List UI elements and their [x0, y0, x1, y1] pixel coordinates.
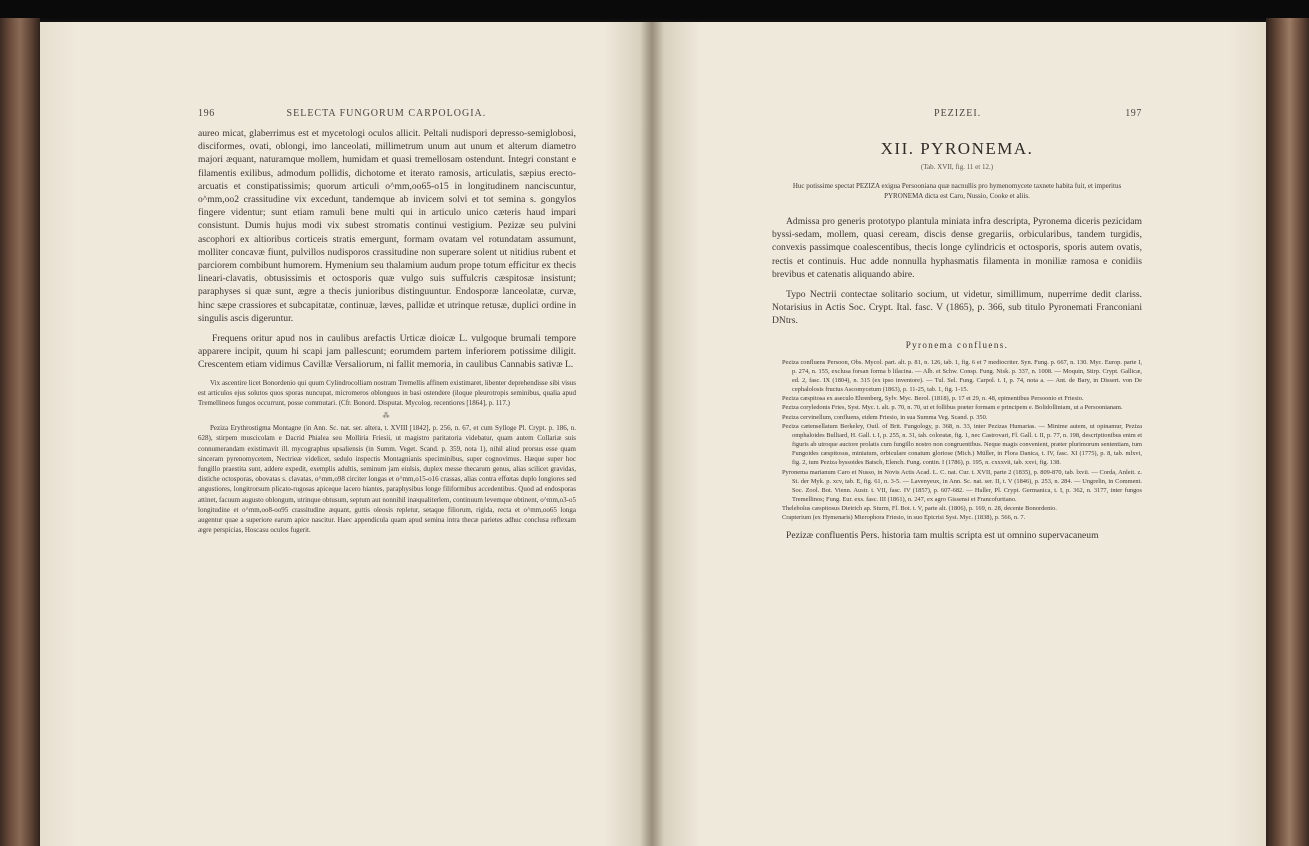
note-paragraph: Peziza Erythrostigma Montagne (in Ann. Sc. nat. ser. altera, t. XVIII [1842], p. 256, n. 67, et cum Sylloge Pl. Crypt. p. 186, n. 628), stirpem muscicolam e Dacrid Phialea seu Molliria Friesii, ut magistro paritatoria videbatur, quam autem Collariæ suis connumerandam existimavit ill. mycographus upsaliensis (in Summ. Veget. Scand. p. 359, nota 1), nihil aliud prorsus esse quam sinceram pyrenomycetem, Nectrieæ videlicet, sedulo inspectis Montagnianis speciminibus, super cognovimus. Hæque super hoc fungillo praestita sunt, addere expedit, exemplis adultis, seminum jam eiulsis, duplex messe thecarum genus, alias scilicet gravidas, distiche octosporas, obovatas s. clavatas, o^mm,o98 circiter longas et o^mm,o15-o16 crassas, alias contra effœtas duplo longiores sed angustiores, longitrorsum plicato-rugosas apiceque lacero hiantes, paraphysibus longe filiformibus accedentibus. Quod ad endosporas attinet, facuum augusto oblongum, utrinque obtusum, septum aut nonnihil inæqualiterlem, continuum levemque obtinent, o^mm,o3-o5 longitudine et o^mm,oo8-oo95 crassitudine æquant, guttis oleosis repletur, setaque filiorum, rigida, recta et o^mm,oo65 longa augentur quae a superiore earum apice nascitur. Haec appendicula quam apud semina intra thecæ parietes adhuc conclusa reflexam ægre perspicias, Hoscasu oculos fugerit. — [198, 424, 576, 535]
synonym-entry: Peziza coryledonis Fries, Syst. Myc. t. alt. p. 70, n. 70, ut et follibus præter formam e principem e. Bolidolliniam, ut a Persoonianam. — [782, 404, 1123, 412]
book-edge-right — [1266, 18, 1309, 846]
synonym-list — [772, 358, 1142, 523]
synonym-entry: Peziza cervinellum, confluens, eidem Friesio, in sua Summa Veg. Scand. p. 350. — [782, 413, 988, 421]
paragraph: Typo Nectrii contectae solitario socium, ut videtur, simillimum, nuperrime dedit clariss. Notarisius in Actis Soc. Crypt. Ital. fasc. V (1865), p. 366, sub titulo Pyronemati Franconiani DNtrs. — [772, 289, 1142, 327]
running-title: SELECTA FUNGORUM CARPOLOGIA. — [286, 108, 487, 119]
plate-reference: (Tab. XVII, fig. 11 et 12.) — [920, 163, 994, 171]
genus-title: XII. PYRONEMA. — [880, 139, 1034, 158]
page-number: 196 — [198, 108, 215, 119]
species-heading: Pyronema confluens. — [905, 339, 1009, 350]
running-title: PEZIZEI. — [934, 108, 982, 119]
right-page — [652, 22, 1266, 846]
paragraph: Admissa pro generis prototypo plantula miniata infra descripta, Pyronema diceris pezicidam byssi-sedam, mollem, quasi ceream, discis dense gregariis, orbicularibus, tandem turgidis, convexis passimque coalescentibus, thecis longe cylindricis et octosporis, sporis autem ovatis, rectis et continuis. Huc adde nonnulla hyphasmatis filamenta in moniliæ ramosa e conidiis brevibus et catenatis aliquando abire. — [772, 216, 1142, 280]
left-page-content — [198, 108, 576, 536]
paragraph: Frequens oritur apud nos in caulibus arefactis Urticæ dioicæ L. vulgoque brumali tempore apparere incipit, quum hi scapi jam pallescunt; eorumdem partem inferiorem potissime diligit. Crescentem etiam vidimus Cavillæ Versaliorum, ni fallit memoria, in caulibus Cannabis sativæ L. — [198, 333, 576, 371]
synonym-entry: Peziza cæspitosa ex aseculo Ehrenberg, Sylv. Myc. Berol. (1818), p. 17 et 29, n. 48, epimentibus Persoonio et Friesio. — [782, 395, 1084, 403]
synonym-entry: Thelebolus cæspitosus Dietrich ap. Sturm, Fl. Bot. t. V, parte alt. (1806), p. 169, n. 28, decente Bonordenio. — [782, 505, 1057, 513]
paragraph: aureo micat, glaberrimus est et mycetologi oculos allicit. Peltali nudispori depresso-semiglobosi, disciformes, ovati, oblongi, imo lanceolati, millimetrum unum aut unum et alterum diametro majori æquant, naturamque mollem, humidam et quasi tremellosam ostendunt. Integri constant e filamentis exilibus, admodum pollidis, dichotome et iterato ramosis, articulatis, sæpius erecto-arcuatis et constipatissimis; quorum articuli o^mm,oo65-o15 in longitudinem nanciscuntur, o^mm,oo2 crassitudine vix excedunt, tandemque ab invicem solvi et tot semina s. gongylos fingere videntur; sunt etiam ramuli bene multi qui in articulo unico cæteris haud impari consistunt. Dumis hujus modi vix subest stromatis continui vestigium. Pezizæ seu pulvini ascophori ex altioribus corticeis stratis emergunt, formam ovatam vel rotundatam assumunt, molliter concavæ fiunt, pulvillos nudisporos crassitudine non superare solent ut nitidius rubent et parciorem combibunt humorem. Hymenium seu thalamium audum prope totum efficitur ex thecis lineari-clavatis, obtusissimis et octosporis quæ vulgo suis suffulcris cæspitosæ insistunt; paraphyses si quæ sunt, ægre a thecis junioribus distinguuntur. Endosporæ lanceolatæ, curvæ, hinc sæpe crassiores et subcapitatæ, continuæ, læves, pallidæ et utrinque retusæ, duplici ordine in singulis ascis digeruntur. — [198, 128, 576, 324]
synonym-entry: Crapterium (ex Hymenaris) Mierophora Friesio, in suo Epicrisi Syst. Myc. (1838), p. 566, n. 7. — [782, 514, 1026, 522]
book-edge-left — [0, 18, 40, 846]
synonym-entry: Peziza confluens Persoon, Obs. Mycol. part. alt. p. 81, n. 126, tab. 1, fig. 6 et 7 mediocriter. Syn. Fung. p. 667, n. 130. Myc. Europ. parte I, p. 274, n. 155, exclusa forsan forma b lilacina. — Alb. et Schw. Consp. Fung. Nisk. p. 337, n. 1008. — Moquin, Stirp. Crypt. Gallicæ, ed. 2, fasc. IX (1804), n. 315 (ex ipso inventore). — Tul. Sel. Fung. Carpol. t. I, p. 74, nota a. — Ant. de Bary, in Dissert. von De cephalolosis fructus Ascomycetum (1863), p. 11-25, tab. 1, fig. 1-15. — [782, 358, 1142, 394]
book-gutter — [640, 22, 664, 846]
left-running-head — [198, 108, 576, 119]
synonym-entry: Peziza cætensellatum Berkeley, Outl. of Brit. Fungology, p. 368, n. 33, inter Pezizas Humarias. — Minime autem, ut opinamur, Peziza omphaloides Bulliard, H. Gall. t. I, p. 255, n. 31, tab. coloratæ, fig. 1, nec Castrovari, Fl. Gall. t. II, p. 77, n. 198, descriptionibus enim et figuris ab utroque auctore prolatis cum fungillo nostro non congruentibus. Neque magis convenient, præter plurimorum sententiam, tum Fungoides cæspitosus, miniatum, orbiculare conatum gloriose (Mich.) Müller, in Flora Danica, t. IV, fasc. XI (1775), p. 8, tab. mlxvi, fig. 2, tum Peziza byssoides Batsch, Elench. Fung. contin. I (1786), p. 195, n. cxxxvii, tab. xxvi, fig. 138. — [782, 422, 1142, 467]
page-number: 197 — [1125, 108, 1142, 119]
synonym-entry: Pyronema marianum Caro et Nusso, in Novis Actis Acad. L. C. nat. Cur. t. XVII, parte 2 (1835), p. 809-870, tab. lxvii. — Corda, Anleit. z. St. der Myk. p. xcv, tab. E, fig. 61, n. 3-5. — Lavenyeux, in Ann. Sc. nat. ser. II, t. V (1846), p. 253, n. 284. — Ungrelin, in Comment. Soc. Zool. Bot. Vienn. Austr. t. VII, fasc. IV (1857), p. 607-682. — Haller, Pl. Crypt. Germanica, t. I, p. 362, n. 3177, inter fungos Tremellinos; Fung. Eur. exs. fasc. III (1861), n. 247, ex agro Gissensi et Francofurtiano. — [782, 468, 1142, 503]
paragraph: Pezizæ confluentis Pers. historia tam multis scripta est ut omnino supervacaneum — [786, 530, 1099, 542]
right-page-content — [772, 108, 1142, 543]
right-running-head — [772, 108, 1142, 119]
section-separator: ⁂ — [382, 412, 392, 421]
intro-note: Huc potissime spectat PEZIZA exigua Persooniana quæ nacnullis pro hymenomycete taxnete habita fuit, et imperitus PYRONEMA dicta est Caro, Nussio, Cooke et aliis. — [792, 182, 1122, 200]
note-paragraph: Vix ascentire licet Bonordenio qui quum Cylindrocolliam nostram Tremellis affinem existimaret, libenter deprehendisse sibi visus est articulos ejus solutos quos sporas nuncupat, micromeros oblonguos in basi ostendere (iloque pleurotropis seminibus, qualia apud Tremellineos fungos occurrunt, posse commutari. (Cfr. Bonord. Disputat. Mycolog. recentiores [1864], p. 117.) — [198, 378, 576, 408]
left-page — [40, 22, 652, 846]
